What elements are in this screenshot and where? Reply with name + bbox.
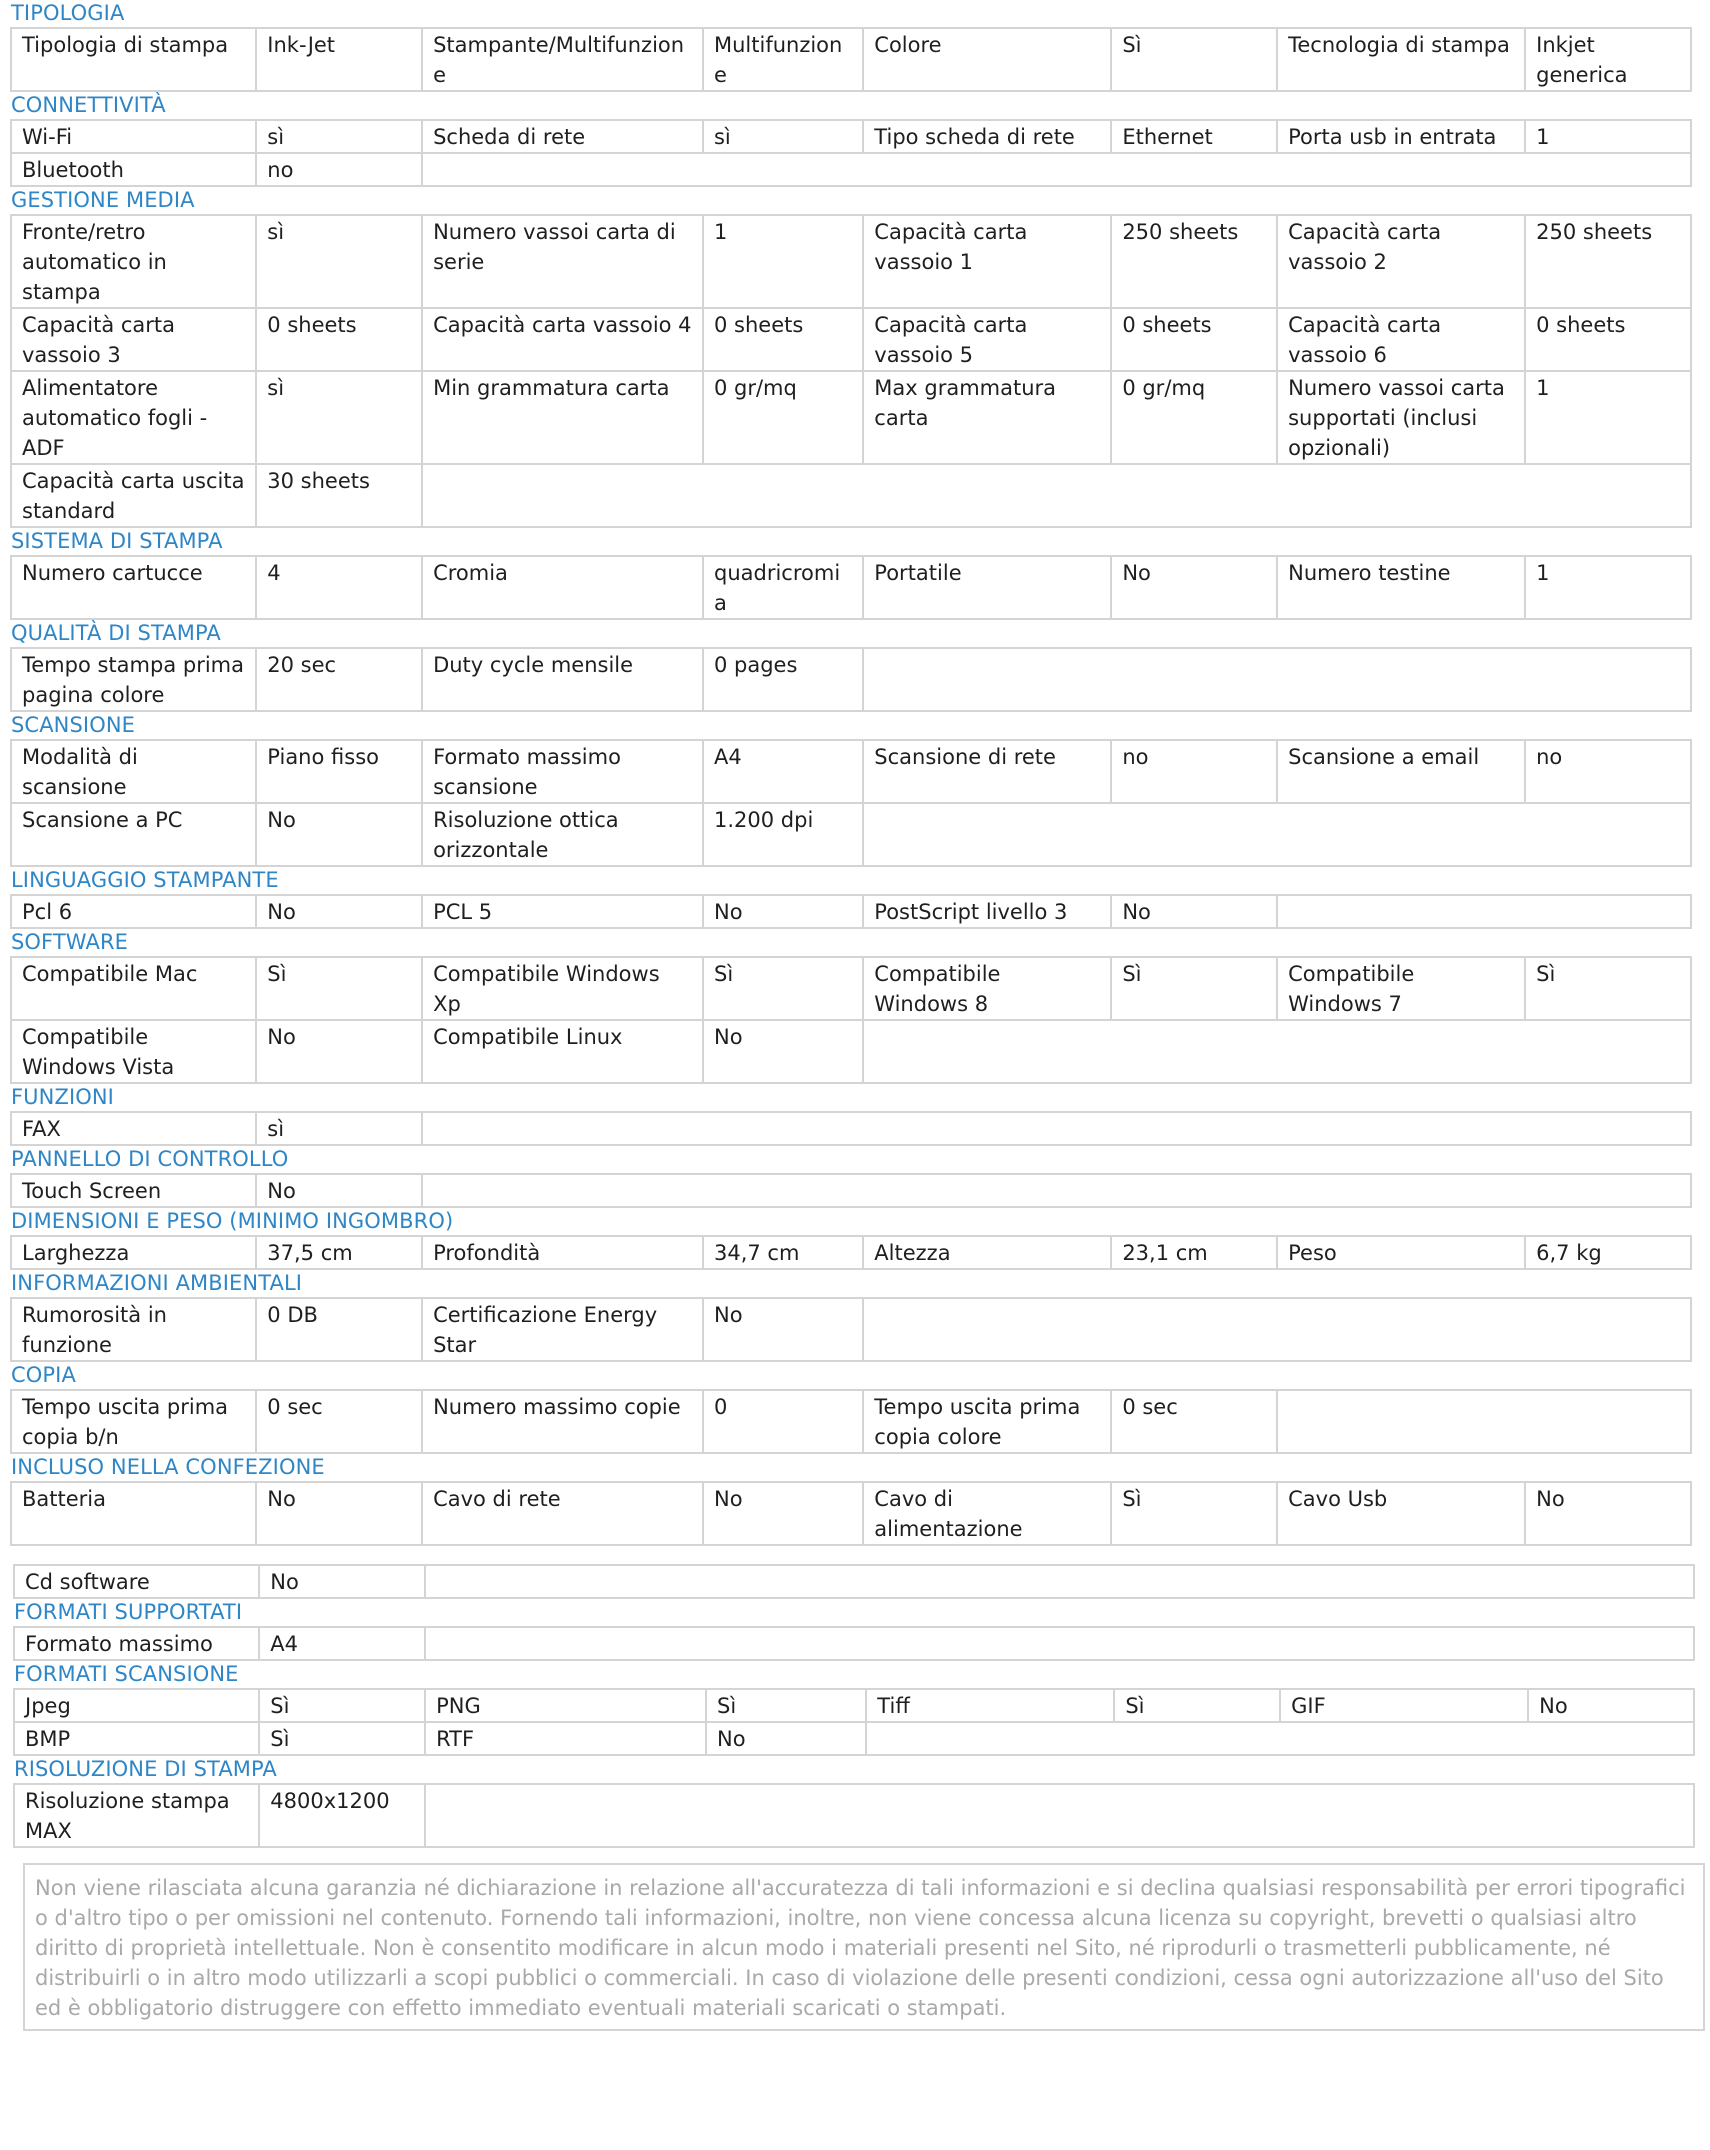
section-title: LINGUAGGIO STAMPANTE xyxy=(11,868,279,892)
spec-value: A4 xyxy=(259,1627,425,1660)
spec-label: Risoluzione ottica orizzontale xyxy=(422,803,703,866)
spec-value: No xyxy=(259,1565,425,1598)
empty-cell xyxy=(863,648,1691,711)
spec-label: Tempo uscita prima copia colore xyxy=(863,1390,1111,1453)
spec-label: PCL 5 xyxy=(422,895,703,928)
spec-label: Colore xyxy=(863,28,1111,91)
spec-table xyxy=(13,1688,1695,1756)
spec-value: 250 sheets xyxy=(1525,215,1691,308)
spec-value: 1.200 dpi xyxy=(703,803,863,866)
section-title: COPIA xyxy=(11,1363,76,1387)
spec-table xyxy=(10,956,1692,1084)
spec-row xyxy=(11,215,1691,308)
spec-table xyxy=(10,1235,1692,1270)
spec-section xyxy=(13,1661,1703,1756)
section-title: CONNETTIVITÀ xyxy=(11,93,166,117)
section-title: DIMENSIONI E PESO (MINIMO INGOMBRO) xyxy=(11,1209,454,1233)
spec-value: Ethernet xyxy=(1111,120,1277,153)
spec-table xyxy=(10,1297,1692,1362)
spec-label: Scansione a PC xyxy=(11,803,256,866)
section-title: QUALITÀ DI STAMPA xyxy=(11,621,221,645)
spec-value: No xyxy=(256,1174,422,1207)
spec-label: Compatibile Windows Vista xyxy=(11,1020,256,1083)
spec-label: Numero cartucce xyxy=(11,556,256,619)
spec-label: Jpeg xyxy=(14,1689,259,1722)
spec-label: Cavo di alimentazione xyxy=(863,1482,1111,1545)
section-title: SCANSIONE xyxy=(11,713,135,737)
spec-value: 0 pages xyxy=(703,648,863,711)
spec-value: 250 sheets xyxy=(1111,215,1277,308)
spec-label: Max grammatura carta xyxy=(863,371,1111,464)
spec-value: 4 xyxy=(256,556,422,619)
spec-value: 30 sheets xyxy=(256,464,422,527)
empty-cell xyxy=(425,1784,1694,1847)
spec-row xyxy=(11,648,1691,711)
spec-value: 20 sec xyxy=(256,648,422,711)
spec-label: FAX xyxy=(11,1112,256,1145)
section-title: TIPOLOGIA xyxy=(11,1,125,25)
spec-label: PNG xyxy=(425,1689,706,1722)
spec-row xyxy=(14,1689,1694,1722)
empty-cell xyxy=(863,803,1691,866)
spec-value: 0 gr/mq xyxy=(1111,371,1277,464)
spec-value: No xyxy=(703,1020,863,1083)
section-title: INFORMAZIONI AMBIENTALI xyxy=(11,1271,303,1295)
section-title: GESTIONE MEDIA xyxy=(11,188,195,212)
spec-section xyxy=(10,1084,1700,1146)
spec-value: sì xyxy=(256,1112,422,1145)
spec-section xyxy=(10,620,1700,712)
spec-label: Duty cycle mensile xyxy=(422,648,703,711)
spec-table xyxy=(10,27,1692,92)
spec-label: Bluetooth xyxy=(11,153,256,186)
spec-label: Altezza xyxy=(863,1236,1111,1269)
spec-label: Wi-Fi xyxy=(11,120,256,153)
spec-table xyxy=(10,1481,1692,1546)
spec-label: Risoluzione stampa MAX xyxy=(14,1784,259,1847)
spec-row xyxy=(11,1390,1691,1453)
spec-label: Tiff xyxy=(866,1689,1114,1722)
section-title: RISOLUZIONE DI STAMPA xyxy=(14,1757,277,1781)
spec-label: Numero vassoi carta di serie xyxy=(422,215,703,308)
spec-row xyxy=(11,28,1691,91)
spec-label: Tipologia di stampa xyxy=(11,28,256,91)
empty-cell xyxy=(422,153,1691,186)
spec-label: Profondità xyxy=(422,1236,703,1269)
spec-value: 0 DB xyxy=(256,1298,422,1361)
spec-value: No xyxy=(1111,895,1277,928)
spec-label: Compatibile Windows 8 xyxy=(863,957,1111,1020)
spec-value: 1 xyxy=(703,215,863,308)
section-title: INCLUSO NELLA CONFEZIONE xyxy=(11,1455,325,1479)
spec-label: Numero testine xyxy=(1277,556,1525,619)
spec-table xyxy=(10,214,1692,528)
empty-cell xyxy=(425,1627,1694,1660)
spec-value: No xyxy=(1111,556,1277,619)
spec-row xyxy=(14,1784,1694,1847)
spec-label: Cavo Usb xyxy=(1277,1482,1525,1545)
spec-label: Capacità carta vassoio 2 xyxy=(1277,215,1525,308)
spec-value: no xyxy=(1525,740,1691,803)
spec-label: Compatibile Windows Xp xyxy=(422,957,703,1020)
spec-label: Capacità carta uscita standard xyxy=(11,464,256,527)
section-title: PANNELLO DI CONTROLLO xyxy=(11,1147,289,1171)
spec-label: Cavo di rete xyxy=(422,1482,703,1545)
empty-cell xyxy=(866,1722,1694,1755)
spec-row xyxy=(11,1236,1691,1269)
spec-value: Ink-Jet xyxy=(256,28,422,91)
spec-label: Capacità carta vassoio 6 xyxy=(1277,308,1525,371)
spec-table xyxy=(10,647,1692,712)
spec-value: No xyxy=(703,895,863,928)
spec-label: Rumorosità in funzione xyxy=(11,1298,256,1361)
spec-label: Capacità carta vassoio 5 xyxy=(863,308,1111,371)
empty-cell xyxy=(863,1020,1691,1083)
spec-value: No xyxy=(256,1482,422,1545)
spec-value: 0 xyxy=(703,1390,863,1453)
spec-row xyxy=(14,1722,1694,1755)
empty-cell xyxy=(1277,1390,1691,1453)
spec-label: Capacità carta vassoio 4 xyxy=(422,308,703,371)
spec-label: Alimentatore automatico fogli - ADF xyxy=(11,371,256,464)
spec-label: Capacità carta vassoio 1 xyxy=(863,215,1111,308)
spec-label: Formato massimo scansione xyxy=(422,740,703,803)
spec-section xyxy=(10,712,1700,867)
spec-value: 6,7 kg xyxy=(1525,1236,1691,1269)
spec-value: No xyxy=(703,1482,863,1545)
spec-label: Tempo uscita prima copia b/n xyxy=(11,1390,256,1453)
spec-label: Batteria xyxy=(11,1482,256,1545)
spec-label: Portatile xyxy=(863,556,1111,619)
spec-section xyxy=(10,1454,1700,1546)
spec-value: sì xyxy=(256,120,422,153)
spec-section xyxy=(10,1146,1700,1208)
spec-label: GIF xyxy=(1280,1689,1528,1722)
spec-table xyxy=(10,1111,1692,1146)
spec-value: 4800x1200 xyxy=(259,1784,425,1847)
spec-value: No xyxy=(1525,1482,1691,1545)
spec-label: Scansione a email xyxy=(1277,740,1525,803)
spec-value: Sì xyxy=(706,1689,866,1722)
spec-section xyxy=(13,1564,1703,1599)
spec-label: Cd software xyxy=(14,1565,259,1598)
empty-cell xyxy=(422,464,1691,527)
spec-value: sì xyxy=(256,371,422,464)
spec-value: sì xyxy=(256,215,422,308)
spec-table xyxy=(10,1389,1692,1454)
spec-value: Sì xyxy=(1111,1482,1277,1545)
spec-label: Pcl 6 xyxy=(11,895,256,928)
spec-label: Scansione di rete xyxy=(863,740,1111,803)
spec-row xyxy=(11,153,1691,186)
spec-table xyxy=(10,894,1692,929)
spec-table xyxy=(10,119,1692,187)
spec-row xyxy=(11,740,1691,803)
spec-row xyxy=(11,1174,1691,1207)
spec-row xyxy=(11,556,1691,619)
spec-value: quadricromia xyxy=(703,556,863,619)
spec-table xyxy=(13,1783,1695,1848)
spec-value: Multifunzione xyxy=(703,28,863,91)
disclaimer-text: Non viene rilasciata alcuna garanzia né dichiarazione in relazione all'accuratezza di tali informazioni e si declina qualsiasi responsabilità per errori tipografici o d'altro tipo o per omissioni nel contenuto. Fornendo tali informazioni, inoltre, non viene concessa alcuna licenza su copyright, brevetti o qualsiasi altro diritto di proprietà intellettuale. Non è consentito modificare in alcun modo i materiali presenti nel Sito, né riprodurli o trasmetterli pubblicamente, né distribuirli o in altro modo utilizzarli a scopi pubblici o commerciali. In caso di violazione delle presenti condizioni, cessa ogni autorizzazione all'uso del Sito ed è obbligatorio distruggere con effetto immediato eventuali materiali scaricati o stampati. xyxy=(23,1863,1705,2031)
section-title: FORMATI SCANSIONE xyxy=(14,1662,239,1686)
spec-label: Numero massimo copie xyxy=(422,1390,703,1453)
empty-cell xyxy=(425,1565,1694,1598)
spec-value: no xyxy=(1111,740,1277,803)
spec-value: sì xyxy=(703,120,863,153)
spec-value: Inkjet generica xyxy=(1525,28,1691,91)
spec-row xyxy=(11,1298,1691,1361)
spec-value: 0 sheets xyxy=(703,308,863,371)
spec-value: No xyxy=(256,1020,422,1083)
spec-row xyxy=(14,1627,1694,1660)
spec-section xyxy=(10,1362,1700,1454)
spec-value: 0 sheets xyxy=(1111,308,1277,371)
spec-value: Sì xyxy=(259,1722,425,1755)
section-title: SOFTWARE xyxy=(11,930,129,954)
spec-value: 37,5 cm xyxy=(256,1236,422,1269)
spec-value: Sì xyxy=(703,957,863,1020)
spec-row xyxy=(11,895,1691,928)
spec-section xyxy=(10,92,1700,187)
spec-row xyxy=(11,1020,1691,1083)
spec-label: Fronte/retro automatico in stampa xyxy=(11,215,256,308)
spec-row xyxy=(11,1482,1691,1545)
spec-value: Piano fisso xyxy=(256,740,422,803)
spec-value: 0 sheets xyxy=(256,308,422,371)
spec-value: Sì xyxy=(256,957,422,1020)
spec-value: 0 gr/mq xyxy=(703,371,863,464)
spec-section xyxy=(13,1756,1703,1848)
spec-row xyxy=(11,1112,1691,1145)
spec-label: Porta usb in entrata xyxy=(1277,120,1525,153)
spec-value: 1 xyxy=(1525,556,1691,619)
spec-label: Compatibile Windows 7 xyxy=(1277,957,1525,1020)
spec-value: Sì xyxy=(1525,957,1691,1020)
spec-row xyxy=(14,1565,1694,1598)
spec-label: Formato massimo xyxy=(14,1627,259,1660)
spec-section xyxy=(10,528,1700,620)
spec-label: PostScript livello 3 xyxy=(863,895,1111,928)
section-title: FUNZIONI xyxy=(11,1085,114,1109)
section-title: SISTEMA DI STAMPA xyxy=(11,529,223,553)
spec-table xyxy=(13,1564,1695,1599)
spec-row xyxy=(11,120,1691,153)
spec-sections xyxy=(10,0,1700,1848)
spec-value: 34,7 cm xyxy=(703,1236,863,1269)
empty-cell xyxy=(422,1174,1691,1207)
section-title: FORMATI SUPPORTATI xyxy=(14,1600,243,1624)
spec-label: Certificazione Energy Star xyxy=(422,1298,703,1361)
spec-value: 0 sec xyxy=(256,1390,422,1453)
spec-table xyxy=(10,555,1692,620)
spec-value: Sì xyxy=(1111,957,1277,1020)
spec-table xyxy=(13,1626,1695,1661)
spec-row xyxy=(11,464,1691,527)
spec-label: Tipo scheda di rete xyxy=(863,120,1111,153)
spec-value: 0 sheets xyxy=(1525,308,1691,371)
spec-value: No xyxy=(703,1298,863,1361)
spec-label: Scheda di rete xyxy=(422,120,703,153)
empty-cell xyxy=(863,1298,1691,1361)
spec-label: Capacità carta vassoio 3 xyxy=(11,308,256,371)
spec-row xyxy=(11,803,1691,866)
spec-section xyxy=(13,1599,1703,1661)
spec-value: No xyxy=(706,1722,866,1755)
spec-row xyxy=(11,308,1691,371)
spec-label: Modalità di scansione xyxy=(11,740,256,803)
spec-label: Numero vassoi carta supportati (inclusi opzionali) xyxy=(1277,371,1525,464)
spec-section xyxy=(10,867,1700,929)
spec-table xyxy=(10,739,1692,867)
spec-section xyxy=(10,1270,1700,1362)
spec-value: Sì xyxy=(259,1689,425,1722)
spec-value: No xyxy=(1528,1689,1694,1722)
spec-label: Compatibile Mac xyxy=(11,957,256,1020)
spec-value: 23,1 cm xyxy=(1111,1236,1277,1269)
empty-cell xyxy=(1277,895,1691,928)
spec-label: Peso xyxy=(1277,1236,1525,1269)
spec-value: 0 sec xyxy=(1111,1390,1277,1453)
spec-value: 1 xyxy=(1525,120,1691,153)
spec-label: Stampante/Multifunzione xyxy=(422,28,703,91)
spec-row xyxy=(11,371,1691,464)
spec-label: Touch Screen xyxy=(11,1174,256,1207)
spec-label: Cromia xyxy=(422,556,703,619)
spec-label: RTF xyxy=(425,1722,706,1755)
spec-label: Tecnologia di stampa xyxy=(1277,28,1525,91)
spec-value: Sì xyxy=(1114,1689,1280,1722)
spec-value: No xyxy=(256,895,422,928)
spec-value: 1 xyxy=(1525,371,1691,464)
spec-label: Compatibile Linux xyxy=(422,1020,703,1083)
spec-row xyxy=(11,957,1691,1020)
spec-section xyxy=(10,0,1700,92)
spec-table xyxy=(10,1173,1692,1208)
spec-value: A4 xyxy=(703,740,863,803)
spec-value: Sì xyxy=(1111,28,1277,91)
empty-cell xyxy=(422,1112,1691,1145)
spec-label: Min grammatura carta xyxy=(422,371,703,464)
spec-label: BMP xyxy=(14,1722,259,1755)
spec-value: no xyxy=(256,153,422,186)
spec-value: No xyxy=(256,803,422,866)
spec-section xyxy=(10,187,1700,528)
spec-section xyxy=(10,929,1700,1084)
spec-section xyxy=(10,1208,1700,1270)
spec-label: Tempo stampa prima pagina colore xyxy=(11,648,256,711)
spec-label: Larghezza xyxy=(11,1236,256,1269)
